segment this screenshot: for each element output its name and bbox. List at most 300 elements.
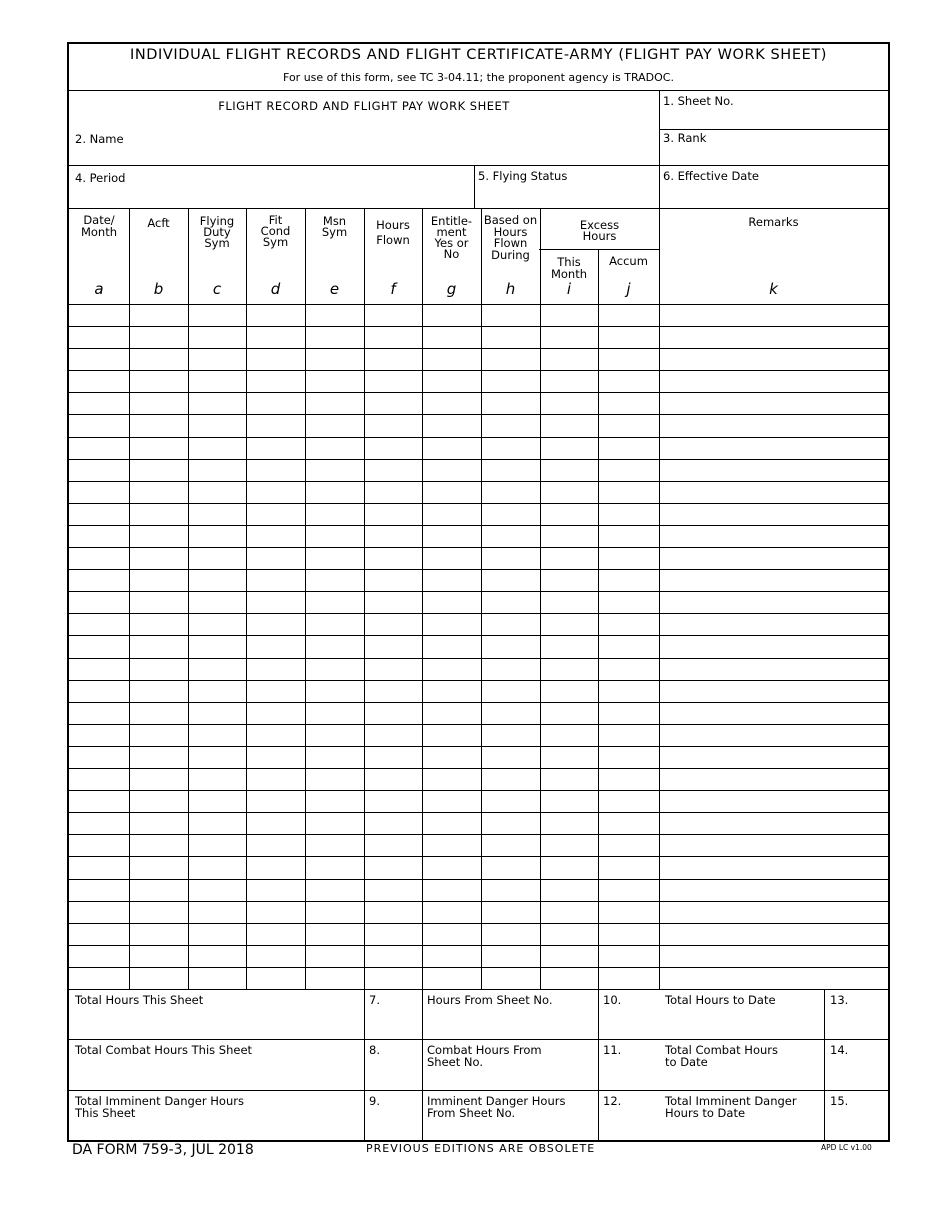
table-cell-d[interactable]	[247, 305, 305, 326]
table-cell-e[interactable]	[306, 415, 364, 437]
table-cell-k[interactable]	[660, 504, 888, 525]
table-cell-f[interactable]	[365, 769, 422, 790]
table-cell-j[interactable]	[599, 548, 659, 569]
table-cell-h[interactable]	[482, 857, 540, 879]
table-cell-c[interactable]	[189, 857, 246, 879]
table-cell-j[interactable]	[599, 659, 659, 680]
table-cell-d[interactable]	[247, 924, 305, 945]
table-cell-j[interactable]	[599, 902, 659, 923]
table-cell-k[interactable]	[660, 946, 888, 967]
table-cell-h[interactable]	[482, 504, 540, 525]
table-cell-e[interactable]	[306, 570, 364, 591]
table-cell-f[interactable]	[365, 548, 422, 569]
table-cell-i[interactable]	[541, 835, 598, 856]
table-cell-h[interactable]	[482, 415, 540, 437]
table-cell-d[interactable]	[247, 327, 305, 348]
table-cell-j[interactable]	[599, 769, 659, 790]
sheet-no-field[interactable]	[660, 106, 888, 128]
table-cell-g[interactable]	[423, 438, 481, 459]
item-10-field[interactable]	[617, 990, 658, 1038]
table-cell-k[interactable]	[660, 592, 888, 613]
table-cell-j[interactable]	[599, 415, 659, 437]
table-cell-d[interactable]	[247, 659, 305, 680]
table-cell-i[interactable]	[541, 659, 598, 680]
table-cell-i[interactable]	[541, 460, 598, 481]
table-cell-g[interactable]	[423, 393, 481, 414]
table-cell-f[interactable]	[365, 747, 422, 768]
table-cell-e[interactable]	[306, 349, 364, 370]
table-cell-a[interactable]	[70, 946, 129, 967]
table-cell-c[interactable]	[189, 902, 246, 923]
table-cell-j[interactable]	[599, 946, 659, 967]
table-cell-c[interactable]	[189, 482, 246, 503]
table-cell-f[interactable]	[365, 835, 422, 856]
table-cell-j[interactable]	[599, 857, 659, 879]
table-cell-i[interactable]	[541, 393, 598, 414]
table-cell-k[interactable]	[660, 835, 888, 856]
table-cell-a[interactable]	[70, 725, 129, 746]
table-cell-e[interactable]	[306, 968, 364, 989]
effective-date-field[interactable]	[660, 183, 888, 207]
table-cell-k[interactable]	[660, 813, 888, 834]
table-cell-f[interactable]	[365, 592, 422, 613]
table-cell-d[interactable]	[247, 371, 305, 392]
flying-status-field[interactable]	[475, 183, 658, 207]
table-cell-g[interactable]	[423, 681, 481, 702]
table-cell-i[interactable]	[541, 880, 598, 901]
table-cell-g[interactable]	[423, 968, 481, 989]
table-cell-f[interactable]	[365, 681, 422, 702]
item-15-field[interactable]	[848, 1091, 888, 1140]
table-cell-d[interactable]	[247, 482, 305, 503]
table-cell-g[interactable]	[423, 659, 481, 680]
table-cell-d[interactable]	[247, 570, 305, 591]
table-cell-e[interactable]	[306, 636, 364, 658]
table-cell-g[interactable]	[423, 327, 481, 348]
table-cell-a[interactable]	[70, 393, 129, 414]
table-cell-k[interactable]	[660, 857, 888, 879]
table-cell-c[interactable]	[189, 636, 246, 658]
table-cell-g[interactable]	[423, 305, 481, 326]
table-cell-i[interactable]	[541, 327, 598, 348]
table-cell-j[interactable]	[599, 460, 659, 481]
table-cell-b[interactable]	[130, 703, 188, 724]
table-cell-i[interactable]	[541, 769, 598, 790]
table-cell-g[interactable]	[423, 747, 481, 768]
table-cell-c[interactable]	[189, 968, 246, 989]
table-cell-c[interactable]	[189, 813, 246, 834]
table-cell-j[interactable]	[599, 570, 659, 591]
table-cell-k[interactable]	[660, 438, 888, 459]
table-cell-h[interactable]	[482, 526, 540, 547]
item-9-field[interactable]	[381, 1091, 421, 1140]
table-cell-j[interactable]	[599, 504, 659, 525]
table-cell-c[interactable]	[189, 946, 246, 967]
table-cell-h[interactable]	[482, 769, 540, 790]
table-cell-j[interactable]	[599, 880, 659, 901]
table-cell-c[interactable]	[189, 880, 246, 901]
table-cell-c[interactable]	[189, 349, 246, 370]
table-cell-k[interactable]	[660, 570, 888, 591]
table-cell-c[interactable]	[189, 614, 246, 635]
table-cell-h[interactable]	[482, 636, 540, 658]
table-cell-g[interactable]	[423, 791, 481, 812]
table-cell-b[interactable]	[130, 659, 188, 680]
table-cell-d[interactable]	[247, 791, 305, 812]
table-cell-a[interactable]	[70, 747, 129, 768]
table-cell-k[interactable]	[660, 902, 888, 923]
table-cell-g[interactable]	[423, 482, 481, 503]
table-cell-a[interactable]	[70, 924, 129, 945]
table-cell-a[interactable]	[70, 570, 129, 591]
table-cell-a[interactable]	[70, 813, 129, 834]
table-cell-g[interactable]	[423, 880, 481, 901]
table-cell-g[interactable]	[423, 636, 481, 658]
table-cell-a[interactable]	[70, 880, 129, 901]
table-cell-a[interactable]	[70, 703, 129, 724]
table-cell-e[interactable]	[306, 902, 364, 923]
table-cell-i[interactable]	[541, 636, 598, 658]
table-cell-k[interactable]	[660, 305, 888, 326]
table-cell-g[interactable]	[423, 504, 481, 525]
table-cell-e[interactable]	[306, 725, 364, 746]
table-cell-k[interactable]	[660, 681, 888, 702]
table-cell-e[interactable]	[306, 438, 364, 459]
table-cell-c[interactable]	[189, 460, 246, 481]
table-cell-h[interactable]	[482, 747, 540, 768]
table-cell-h[interactable]	[482, 946, 540, 967]
table-cell-k[interactable]	[660, 415, 888, 437]
table-cell-h[interactable]	[482, 725, 540, 746]
table-cell-d[interactable]	[247, 880, 305, 901]
table-cell-e[interactable]	[306, 703, 364, 724]
table-cell-a[interactable]	[70, 902, 129, 923]
table-cell-g[interactable]	[423, 703, 481, 724]
table-cell-i[interactable]	[541, 946, 598, 967]
table-cell-g[interactable]	[423, 592, 481, 613]
table-cell-e[interactable]	[306, 592, 364, 613]
table-cell-k[interactable]	[660, 526, 888, 547]
table-cell-j[interactable]	[599, 438, 659, 459]
table-cell-b[interactable]	[130, 349, 188, 370]
table-cell-g[interactable]	[423, 725, 481, 746]
table-cell-k[interactable]	[660, 327, 888, 348]
table-cell-i[interactable]	[541, 902, 598, 923]
table-cell-k[interactable]	[660, 725, 888, 746]
table-cell-g[interactable]	[423, 946, 481, 967]
table-cell-b[interactable]	[130, 636, 188, 658]
table-cell-e[interactable]	[306, 835, 364, 856]
table-cell-b[interactable]	[130, 725, 188, 746]
table-cell-e[interactable]	[306, 371, 364, 392]
table-cell-a[interactable]	[70, 460, 129, 481]
table-cell-e[interactable]	[306, 747, 364, 768]
table-cell-j[interactable]	[599, 526, 659, 547]
table-cell-j[interactable]	[599, 703, 659, 724]
table-cell-j[interactable]	[599, 681, 659, 702]
table-cell-f[interactable]	[365, 902, 422, 923]
table-cell-b[interactable]	[130, 857, 188, 879]
table-cell-c[interactable]	[189, 791, 246, 812]
table-cell-i[interactable]	[541, 614, 598, 635]
table-cell-c[interactable]	[189, 570, 246, 591]
table-cell-j[interactable]	[599, 924, 659, 945]
table-cell-k[interactable]	[660, 924, 888, 945]
table-cell-j[interactable]	[599, 349, 659, 370]
table-cell-f[interactable]	[365, 659, 422, 680]
table-cell-f[interactable]	[365, 703, 422, 724]
table-cell-a[interactable]	[70, 592, 129, 613]
table-cell-i[interactable]	[541, 371, 598, 392]
item-7-field[interactable]	[381, 990, 421, 1038]
table-cell-f[interactable]	[365, 946, 422, 967]
table-cell-c[interactable]	[189, 725, 246, 746]
table-cell-f[interactable]	[365, 349, 422, 370]
table-cell-g[interactable]	[423, 614, 481, 635]
table-cell-a[interactable]	[70, 371, 129, 392]
table-cell-e[interactable]	[306, 526, 364, 547]
table-cell-h[interactable]	[482, 659, 540, 680]
table-cell-a[interactable]	[70, 526, 129, 547]
table-cell-a[interactable]	[70, 349, 129, 370]
table-cell-c[interactable]	[189, 681, 246, 702]
table-cell-e[interactable]	[306, 813, 364, 834]
table-cell-c[interactable]	[189, 769, 246, 790]
table-cell-b[interactable]	[130, 393, 188, 414]
table-cell-a[interactable]	[70, 681, 129, 702]
table-cell-i[interactable]	[541, 548, 598, 569]
table-cell-i[interactable]	[541, 857, 598, 879]
table-cell-d[interactable]	[247, 813, 305, 834]
table-cell-i[interactable]	[541, 415, 598, 437]
table-cell-j[interactable]	[599, 791, 659, 812]
table-cell-a[interactable]	[70, 769, 129, 790]
table-cell-j[interactable]	[599, 636, 659, 658]
table-cell-b[interactable]	[130, 946, 188, 967]
table-cell-e[interactable]	[306, 327, 364, 348]
table-cell-j[interactable]	[599, 305, 659, 326]
table-cell-i[interactable]	[541, 813, 598, 834]
table-cell-b[interactable]	[130, 415, 188, 437]
table-cell-b[interactable]	[130, 902, 188, 923]
table-cell-d[interactable]	[247, 747, 305, 768]
table-cell-i[interactable]	[541, 681, 598, 702]
table-cell-a[interactable]	[70, 857, 129, 879]
table-cell-b[interactable]	[130, 681, 188, 702]
table-cell-c[interactable]	[189, 415, 246, 437]
table-cell-k[interactable]	[660, 614, 888, 635]
table-cell-i[interactable]	[541, 349, 598, 370]
table-cell-g[interactable]	[423, 924, 481, 945]
table-cell-h[interactable]	[482, 548, 540, 569]
table-cell-f[interactable]	[365, 725, 422, 746]
table-cell-e[interactable]	[306, 857, 364, 879]
table-cell-j[interactable]	[599, 592, 659, 613]
table-cell-h[interactable]	[482, 305, 540, 326]
table-cell-d[interactable]	[247, 946, 305, 967]
item-8-field[interactable]	[381, 1040, 421, 1089]
table-cell-d[interactable]	[247, 349, 305, 370]
table-cell-c[interactable]	[189, 305, 246, 326]
table-cell-a[interactable]	[70, 659, 129, 680]
table-cell-d[interactable]	[247, 504, 305, 525]
table-cell-b[interactable]	[130, 791, 188, 812]
table-cell-h[interactable]	[482, 835, 540, 856]
table-cell-i[interactable]	[541, 526, 598, 547]
table-cell-c[interactable]	[189, 592, 246, 613]
table-cell-d[interactable]	[247, 681, 305, 702]
table-cell-j[interactable]	[599, 813, 659, 834]
table-cell-f[interactable]	[365, 636, 422, 658]
table-cell-h[interactable]	[482, 438, 540, 459]
table-cell-i[interactable]	[541, 703, 598, 724]
table-cell-d[interactable]	[247, 592, 305, 613]
table-cell-c[interactable]	[189, 747, 246, 768]
table-cell-a[interactable]	[70, 835, 129, 856]
table-cell-c[interactable]	[189, 548, 246, 569]
table-cell-k[interactable]	[660, 349, 888, 370]
table-cell-i[interactable]	[541, 968, 598, 989]
item-12-field[interactable]	[617, 1091, 658, 1140]
table-cell-k[interactable]	[660, 636, 888, 658]
table-cell-b[interactable]	[130, 968, 188, 989]
table-cell-a[interactable]	[70, 968, 129, 989]
table-cell-f[interactable]	[365, 482, 422, 503]
table-cell-k[interactable]	[660, 659, 888, 680]
table-cell-a[interactable]	[70, 327, 129, 348]
table-cell-e[interactable]	[306, 305, 364, 326]
table-cell-e[interactable]	[306, 946, 364, 967]
table-cell-j[interactable]	[599, 747, 659, 768]
table-cell-e[interactable]	[306, 460, 364, 481]
table-cell-j[interactable]	[599, 614, 659, 635]
item-14-field[interactable]	[848, 1040, 888, 1089]
table-cell-c[interactable]	[189, 393, 246, 414]
table-cell-f[interactable]	[365, 327, 422, 348]
table-cell-c[interactable]	[189, 438, 246, 459]
table-cell-h[interactable]	[482, 703, 540, 724]
table-cell-g[interactable]	[423, 835, 481, 856]
table-cell-a[interactable]	[70, 482, 129, 503]
table-cell-d[interactable]	[247, 636, 305, 658]
table-cell-c[interactable]	[189, 371, 246, 392]
table-cell-a[interactable]	[70, 415, 129, 437]
table-cell-f[interactable]	[365, 415, 422, 437]
table-cell-d[interactable]	[247, 393, 305, 414]
table-cell-k[interactable]	[660, 968, 888, 989]
table-cell-b[interactable]	[130, 769, 188, 790]
table-cell-b[interactable]	[130, 592, 188, 613]
table-cell-e[interactable]	[306, 482, 364, 503]
table-cell-k[interactable]	[660, 747, 888, 768]
table-cell-g[interactable]	[423, 548, 481, 569]
table-cell-g[interactable]	[423, 460, 481, 481]
table-cell-k[interactable]	[660, 393, 888, 414]
table-cell-g[interactable]	[423, 371, 481, 392]
table-cell-e[interactable]	[306, 880, 364, 901]
table-cell-h[interactable]	[482, 482, 540, 503]
table-cell-f[interactable]	[365, 570, 422, 591]
table-cell-d[interactable]	[247, 857, 305, 879]
table-cell-a[interactable]	[70, 548, 129, 569]
table-cell-f[interactable]	[365, 924, 422, 945]
table-cell-b[interactable]	[130, 813, 188, 834]
table-cell-b[interactable]	[130, 504, 188, 525]
table-cell-e[interactable]	[306, 681, 364, 702]
table-cell-f[interactable]	[365, 438, 422, 459]
table-cell-f[interactable]	[365, 968, 422, 989]
table-cell-i[interactable]	[541, 592, 598, 613]
table-cell-d[interactable]	[247, 703, 305, 724]
table-cell-a[interactable]	[70, 305, 129, 326]
table-cell-e[interactable]	[306, 504, 364, 525]
table-cell-d[interactable]	[247, 902, 305, 923]
table-cell-g[interactable]	[423, 570, 481, 591]
table-cell-b[interactable]	[130, 438, 188, 459]
table-cell-d[interactable]	[247, 769, 305, 790]
table-cell-d[interactable]	[247, 438, 305, 459]
table-cell-a[interactable]	[70, 614, 129, 635]
table-cell-k[interactable]	[660, 703, 888, 724]
rank-field[interactable]	[660, 144, 888, 164]
table-cell-b[interactable]	[130, 305, 188, 326]
table-cell-f[interactable]	[365, 526, 422, 547]
table-cell-j[interactable]	[599, 327, 659, 348]
table-cell-h[interactable]	[482, 570, 540, 591]
table-cell-b[interactable]	[130, 924, 188, 945]
table-cell-h[interactable]	[482, 791, 540, 812]
table-cell-i[interactable]	[541, 924, 598, 945]
period-field[interactable]	[70, 185, 473, 207]
table-cell-g[interactable]	[423, 415, 481, 437]
table-cell-c[interactable]	[189, 504, 246, 525]
table-cell-f[interactable]	[365, 305, 422, 326]
table-cell-k[interactable]	[660, 548, 888, 569]
table-cell-b[interactable]	[130, 460, 188, 481]
table-cell-f[interactable]	[365, 813, 422, 834]
table-cell-b[interactable]	[130, 371, 188, 392]
table-cell-c[interactable]	[189, 659, 246, 680]
table-cell-c[interactable]	[189, 703, 246, 724]
table-cell-h[interactable]	[482, 924, 540, 945]
table-cell-f[interactable]	[365, 393, 422, 414]
table-cell-h[interactable]	[482, 349, 540, 370]
table-cell-a[interactable]	[70, 636, 129, 658]
table-cell-d[interactable]	[247, 835, 305, 856]
table-cell-h[interactable]	[482, 968, 540, 989]
table-cell-j[interactable]	[599, 393, 659, 414]
table-cell-i[interactable]	[541, 747, 598, 768]
table-cell-h[interactable]	[482, 371, 540, 392]
table-cell-k[interactable]	[660, 482, 888, 503]
table-cell-c[interactable]	[189, 526, 246, 547]
table-cell-i[interactable]	[541, 438, 598, 459]
name-field[interactable]	[70, 146, 658, 164]
table-cell-e[interactable]	[306, 791, 364, 812]
table-cell-h[interactable]	[482, 393, 540, 414]
table-cell-d[interactable]	[247, 526, 305, 547]
table-cell-h[interactable]	[482, 902, 540, 923]
table-cell-g[interactable]	[423, 769, 481, 790]
table-cell-h[interactable]	[482, 327, 540, 348]
table-cell-j[interactable]	[599, 482, 659, 503]
table-cell-k[interactable]	[660, 460, 888, 481]
table-cell-d[interactable]	[247, 415, 305, 437]
table-cell-f[interactable]	[365, 460, 422, 481]
table-cell-g[interactable]	[423, 813, 481, 834]
table-cell-i[interactable]	[541, 305, 598, 326]
table-cell-f[interactable]	[365, 857, 422, 879]
